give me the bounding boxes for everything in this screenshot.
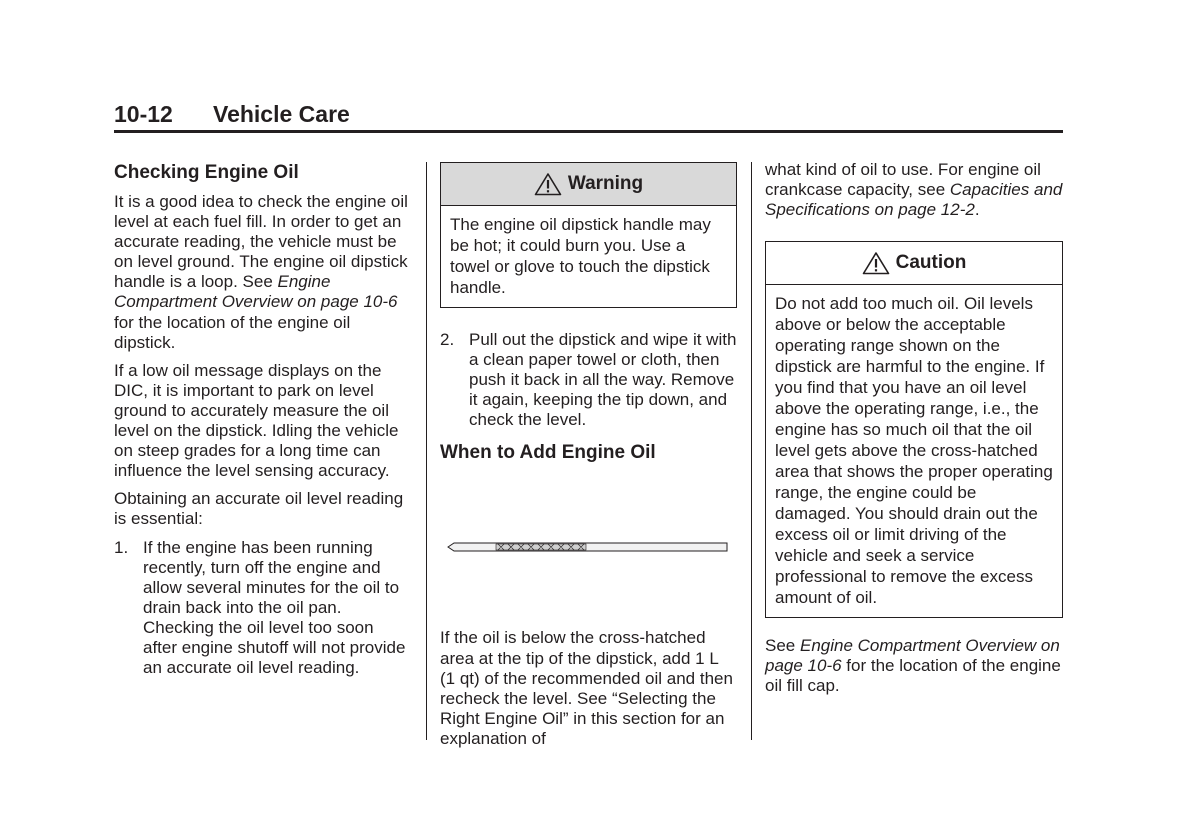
paragraph-accurate-reading: Obtaining an accurate oil level reading is essential: (114, 489, 404, 529)
step-2 (440, 330, 737, 430)
cross-reference-engine-compartment[interactable]: Engine Compartment Overview on page 10-6 (765, 636, 1060, 676)
cross-reference-capacities[interactable]: Capacities and Specifications on page 12-2 (765, 180, 1063, 220)
dipstick-rod (448, 543, 727, 551)
dipstick-illustration (440, 540, 730, 554)
paragraph-low-oil: If a low oil message displays on the DIC, it is important to park on level ground to accurately measure the oil level on the dipstick. Idling the vehicle on steep grades for a long time can influence the level sensing accuracy. (114, 360, 399, 481)
page-number: 10-12 (114, 101, 173, 127)
column-divider-left (426, 162, 427, 740)
paragraph-fill-cap-tail: for the location of the engine oil fill cap. (765, 656, 1061, 696)
warning-triangle-icon (534, 172, 562, 196)
caution-header (766, 242, 1062, 285)
step-text: Pull out the dipstick and wipe it with a clean paper towel or cloth, then push it back in all the way. Remove it again, keeping the tip down, and check the level. (469, 330, 737, 430)
paragraph-add-oil: If the oil is below the cross-hatched area at the tip of the dipstick, add 1 L (1 qt) of the recommended oil and then recheck the level. See “Selecting the Right Engine Oil” in this section for an explanation of (440, 628, 733, 748)
heading-checking-engine-oil: Checking Engine Oil (114, 162, 299, 183)
paragraph-fill-cap (765, 636, 1063, 696)
paragraph-continued-tail: . (974, 200, 980, 220)
section-title: Vehicle Care (213, 101, 350, 127)
caution-body: Do not add too much oil. Oil levels above or below the acceptable operating range shown on the dipstick are harmful to the engine. If you find that you have an oil level above the operating range, i.e., the engine has so much oil that the oil level gets above the cross-hatched area that shows the proper operating range, the engine could be damaged. You should drain out the excess oil or limit driving of the vehicle and seek a service professional to remove the excess amount of oil. (775, 294, 1053, 608)
paragraph-intro-tail: for the location of the engine oil dipstick. (114, 312, 351, 352)
step-number: 2. (440, 330, 455, 349)
paragraph-intro-text: It is a good idea to check the engine oil level at each fuel fill. In order to get an accurate reading, the vehicle must be on level ground. The engine oil dipstick handle is a loop. See (114, 192, 408, 292)
cross-reference-engine-compartment[interactable]: Engine Compartment Overview on page 10-6 (114, 272, 398, 312)
warning-header (441, 163, 736, 206)
column-1 (114, 162, 412, 686)
warning-box (440, 162, 737, 308)
heading-when-to-add-oil: When to Add Engine Oil (440, 442, 656, 464)
caution-title: Caution (895, 252, 967, 274)
step-text: If the engine has been running recently, turn off the engine and allow several minutes for the oil to drain back into the oil pan. Checking the oil level too soon after engine shutoff will not provide an accurate oil level reading. (143, 537, 406, 678)
paragraph-intro (114, 192, 412, 353)
column-divider-right (751, 162, 752, 740)
caution-box (765, 241, 1063, 618)
warning-body: The engine oil dipstick handle may be hot; it could burn you. Use a towel or glove to touch the dipstick handle. (450, 215, 711, 297)
paragraph-fill-cap-text: See (765, 636, 800, 656)
paragraph-continued-text: what kind of oil to use. For engine oil crankcase capacity, see (765, 160, 1041, 200)
page-header (114, 100, 1063, 133)
paragraph-oil-type-continued (765, 160, 1063, 220)
caution-triangle-icon (862, 251, 890, 275)
column-3 (765, 160, 1063, 705)
warning-title: Warning (567, 172, 644, 194)
column-2 (440, 162, 737, 757)
step-number: 1. (114, 537, 129, 557)
step-1 (114, 538, 412, 679)
